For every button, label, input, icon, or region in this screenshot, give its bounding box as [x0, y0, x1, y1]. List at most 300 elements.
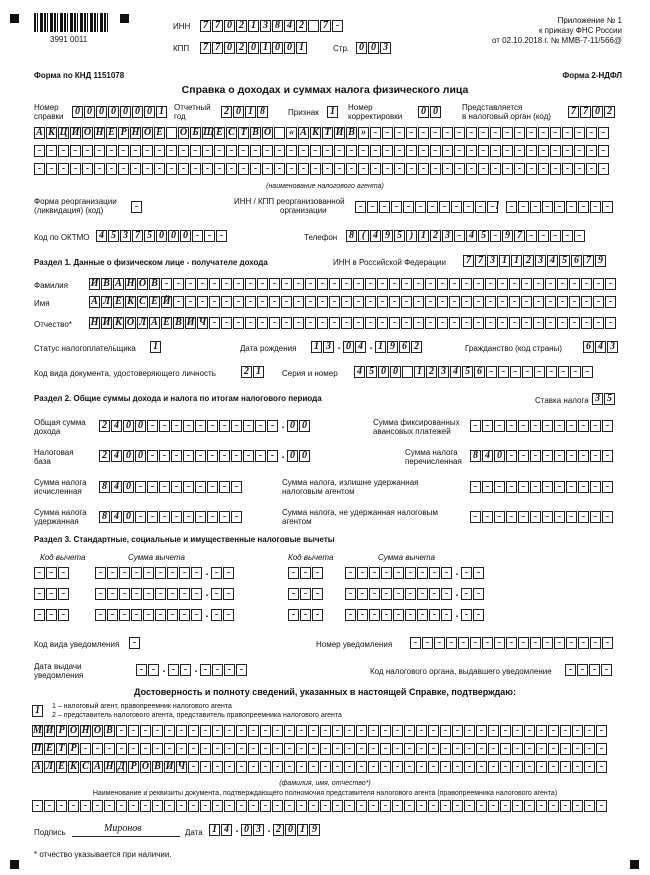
form-cell[interactable]: - [596, 761, 607, 773]
form-cell[interactable]: - [381, 609, 392, 621]
form-cell[interactable]: - [406, 145, 417, 157]
form-cell[interactable]: Д [116, 761, 127, 773]
form-cell[interactable]: - [430, 163, 441, 175]
form-cell[interactable]: - [518, 201, 529, 213]
form-cell[interactable]: - [188, 743, 199, 755]
form-cell[interactable]: - [415, 201, 426, 213]
form-cell[interactable]: - [365, 317, 376, 329]
form-cell[interactable]: 3 [607, 341, 618, 353]
form-cell[interactable]: - [548, 743, 559, 755]
form-cell[interactable]: 5 [394, 230, 405, 242]
form-cell[interactable]: - [428, 743, 439, 755]
form-cell[interactable]: - [475, 201, 486, 213]
form-cell[interactable]: - [32, 800, 43, 812]
form-cell[interactable]: 0 [224, 20, 235, 32]
form-cell[interactable]: - [236, 800, 247, 812]
form-cell[interactable]: Р [128, 761, 139, 773]
form-cell[interactable]: И [45, 725, 54, 736]
form-cell[interactable]: - [392, 761, 403, 773]
form-cell[interactable]: - [357, 609, 368, 621]
form-cell[interactable]: - [416, 800, 427, 812]
form-cell[interactable]: - [425, 296, 436, 308]
form-cell[interactable]: - [530, 637, 541, 649]
form-cell[interactable]: Е [113, 296, 124, 308]
form-cell[interactable]: - [106, 163, 117, 175]
form-cell[interactable]: ( [358, 230, 369, 242]
form-cell[interactable] [402, 366, 413, 378]
form-cell[interactable]: 0 [390, 366, 401, 378]
form-cell[interactable]: - [417, 588, 428, 600]
form-cell[interactable]: - [118, 163, 129, 175]
form-cell[interactable]: - [461, 567, 472, 579]
form-cell[interactable]: - [131, 588, 142, 600]
form-cell[interactable]: - [257, 296, 268, 308]
form-cell[interactable]: - [590, 201, 601, 213]
form-cell[interactable] [274, 127, 285, 139]
form-cell[interactable]: 4 [547, 255, 558, 267]
form-cell[interactable]: - [80, 800, 91, 812]
form-cell[interactable]: 4 [111, 481, 122, 493]
form-cell[interactable]: Б [190, 127, 201, 139]
form-cell[interactable]: - [562, 230, 573, 242]
form-cell[interactable]: 2 [426, 366, 437, 378]
form-cell[interactable]: - [308, 743, 319, 755]
form-cell[interactable]: 5 [462, 366, 473, 378]
form-cell[interactable]: - [416, 743, 427, 755]
form-cell[interactable]: - [497, 317, 508, 329]
form-cell[interactable]: - [500, 743, 511, 755]
form-cell[interactable]: - [506, 637, 517, 649]
form-cell[interactable]: - [262, 145, 273, 157]
form-cell[interactable]: 9 [309, 824, 320, 836]
form-cell[interactable]: 0 [120, 106, 131, 118]
form-cell[interactable]: - [581, 317, 592, 329]
form-cell[interactable]: - [245, 317, 256, 329]
form-cell[interactable]: - [179, 567, 190, 579]
form-cell[interactable]: - [272, 743, 283, 755]
form-cell[interactable]: - [478, 145, 489, 157]
form-cell[interactable]: - [212, 761, 223, 773]
form-cell[interactable]: - [231, 450, 242, 462]
form-cell[interactable]: - [140, 743, 151, 755]
form-cell[interactable]: Т [322, 127, 333, 139]
form-cell[interactable]: 4 [284, 20, 295, 32]
form-cell[interactable]: - [542, 481, 553, 493]
form-cell[interactable]: - [200, 743, 211, 755]
form-cell[interactable]: 3 [120, 230, 131, 242]
form-cell[interactable]: - [231, 481, 242, 493]
form-cell[interactable]: - [569, 317, 580, 329]
form-cell[interactable]: - [452, 725, 463, 737]
form-cell[interactable]: 7 [568, 106, 579, 118]
form-cell[interactable]: - [428, 800, 439, 812]
form-cell[interactable]: 7 [580, 106, 591, 118]
form-cell[interactable]: - [207, 420, 218, 432]
form-cell[interactable]: - [367, 201, 378, 213]
form-cell[interactable]: - [272, 800, 283, 812]
form-cell[interactable]: - [197, 296, 208, 308]
form-cell[interactable]: - [524, 743, 535, 755]
form-cell[interactable]: - [590, 637, 601, 649]
form-cell[interactable]: - [248, 725, 259, 737]
form-cell[interactable]: - [566, 201, 577, 213]
form-cell[interactable]: А [34, 127, 45, 139]
form-cell[interactable]: - [173, 278, 184, 290]
form-cell[interactable]: - [485, 317, 496, 329]
form-cell[interactable]: - [380, 743, 391, 755]
form-cell[interactable]: - [369, 567, 380, 579]
form-cell[interactable]: - [530, 511, 541, 523]
form-cell[interactable]: - [305, 296, 316, 308]
form-cell[interactable]: - [570, 366, 581, 378]
form-cell[interactable]: - [406, 127, 417, 139]
form-cell[interactable]: 6 [474, 366, 485, 378]
form-cell[interactable]: - [332, 800, 343, 812]
form-cell[interactable]: - [509, 317, 520, 329]
form-cell[interactable]: - [476, 743, 487, 755]
form-cell[interactable]: - [171, 420, 182, 432]
form-cell[interactable]: Й [162, 296, 171, 307]
form-cell[interactable]: - [44, 800, 55, 812]
form-cell[interactable]: - [243, 450, 254, 462]
form-cell[interactable]: - [216, 230, 227, 242]
form-cell[interactable]: - [494, 637, 505, 649]
form-cell[interactable]: 0 [241, 824, 252, 836]
form-cell[interactable]: О [141, 761, 150, 772]
form-cell[interactable]: - [211, 588, 222, 600]
form-cell[interactable]: Р [68, 743, 79, 755]
form-cell[interactable]: - [200, 761, 211, 773]
form-cell[interactable]: - [159, 420, 170, 432]
form-cell[interactable]: Р [118, 127, 129, 139]
form-cell[interactable]: - [416, 725, 427, 737]
form-cell[interactable]: - [219, 511, 230, 523]
form-cell[interactable]: - [562, 127, 573, 139]
form-cell[interactable]: - [183, 511, 194, 523]
form-cell[interactable]: - [405, 588, 416, 600]
form-cell[interactable]: - [536, 800, 547, 812]
form-cell[interactable]: - [473, 567, 484, 579]
form-cell[interactable]: - [601, 664, 612, 676]
form-cell[interactable]: - [596, 725, 607, 737]
form-cell[interactable]: - [332, 761, 343, 773]
form-cell[interactable]: - [429, 609, 440, 621]
form-cell[interactable]: - [119, 567, 130, 579]
form-cell[interactable]: - [550, 163, 561, 175]
form-cell[interactable]: - [514, 145, 525, 157]
form-cell[interactable]: - [176, 725, 187, 737]
form-cell[interactable]: - [582, 366, 593, 378]
form-cell[interactable]: - [178, 145, 189, 157]
form-cell[interactable]: - [345, 588, 356, 600]
form-cell[interactable]: - [202, 163, 213, 175]
form-cell[interactable]: - [382, 145, 393, 157]
form-cell[interactable]: » [358, 127, 369, 139]
form-cell[interactable]: - [391, 201, 402, 213]
form-cell[interactable]: - [200, 664, 211, 676]
form-cell[interactable]: - [219, 420, 230, 432]
form-cell[interactable]: - [434, 637, 445, 649]
form-cell[interactable]: - [166, 163, 177, 175]
form-cell[interactable]: - [422, 637, 433, 649]
form-cell[interactable]: - [548, 800, 559, 812]
form-cell[interactable]: - [449, 296, 460, 308]
form-cell[interactable]: 1 [414, 366, 425, 378]
form-cell[interactable]: - [538, 163, 549, 175]
form-cell[interactable]: - [392, 800, 403, 812]
form-cell[interactable]: - [317, 296, 328, 308]
form-cell[interactable]: О [138, 278, 147, 289]
form-cell[interactable]: - [58, 163, 69, 175]
form-cell[interactable]: В [173, 317, 184, 329]
form-cell[interactable]: - [440, 800, 451, 812]
form-cell[interactable]: - [560, 761, 571, 773]
form-cell[interactable]: - [332, 725, 343, 737]
form-cell[interactable]: - [82, 163, 93, 175]
form-cell[interactable]: - [119, 609, 130, 621]
form-cell[interactable]: - [526, 163, 537, 175]
form-cell[interactable]: - [135, 511, 146, 523]
form-cell[interactable]: - [191, 567, 202, 579]
form-cell[interactable]: - [542, 637, 553, 649]
form-cell[interactable]: - [257, 278, 268, 290]
form-cell[interactable]: - [464, 800, 475, 812]
form-cell[interactable]: 1 [296, 42, 307, 54]
form-cell[interactable]: - [581, 278, 592, 290]
form-cell[interactable]: - [128, 800, 139, 812]
form-cell[interactable]: Е [44, 743, 55, 755]
form-cell[interactable]: - [577, 664, 588, 676]
form-cell[interactable]: - [341, 317, 352, 329]
form-cell[interactable]: - [238, 145, 249, 157]
form-cell[interactable]: - [526, 230, 537, 242]
form-cell[interactable]: 0 [272, 42, 283, 54]
form-cell[interactable]: 0 [287, 420, 298, 432]
form-cell[interactable]: - [202, 145, 213, 157]
form-cell[interactable]: - [190, 145, 201, 157]
form-cell[interactable]: 0 [343, 341, 354, 353]
form-cell[interactable]: 5 [366, 366, 377, 378]
form-cell[interactable]: 2 [99, 420, 110, 432]
form-cell[interactable]: - [368, 800, 379, 812]
form-cell[interactable]: И [165, 761, 174, 772]
form-cell[interactable]: - [260, 761, 271, 773]
form-cell[interactable]: - [574, 127, 585, 139]
form-cell[interactable]: - [572, 743, 583, 755]
form-cell[interactable]: 7 [200, 42, 211, 54]
form-cell[interactable]: С [226, 127, 237, 139]
form-cell[interactable]: - [461, 609, 472, 621]
form-cell[interactable]: 1 [156, 106, 167, 118]
form-cell[interactable]: Н [95, 127, 104, 138]
form-cell[interactable]: - [140, 800, 151, 812]
form-cell[interactable]: 4 [370, 230, 381, 242]
form-cell[interactable]: - [557, 278, 568, 290]
form-cell[interactable]: - [498, 366, 509, 378]
form-cell[interactable]: - [514, 163, 525, 175]
form-cell[interactable]: - [437, 278, 448, 290]
form-cell[interactable]: Ч [198, 317, 207, 328]
form-cell[interactable]: 0 [132, 106, 143, 118]
form-cell[interactable]: - [461, 317, 472, 329]
form-cell[interactable]: - [346, 145, 357, 157]
form-cell[interactable]: - [260, 800, 271, 812]
form-cell[interactable]: - [116, 725, 127, 737]
form-cell[interactable]: - [192, 230, 203, 242]
form-cell[interactable]: А [89, 296, 100, 308]
form-cell[interactable]: - [46, 609, 57, 621]
form-cell[interactable]: - [221, 296, 232, 308]
form-cell[interactable]: - [473, 588, 484, 600]
form-cell[interactable]: - [320, 743, 331, 755]
form-cell[interactable]: - [512, 725, 523, 737]
form-cell[interactable]: - [58, 567, 69, 579]
form-cell[interactable]: - [405, 567, 416, 579]
form-cell[interactable]: - [281, 296, 292, 308]
form-cell[interactable]: - [147, 450, 158, 462]
form-cell[interactable]: - [159, 450, 170, 462]
form-cell[interactable]: - [233, 278, 244, 290]
form-cell[interactable]: - [605, 317, 616, 329]
form-cell[interactable]: 6 [399, 341, 410, 353]
form-cell[interactable]: - [58, 145, 69, 157]
form-cell[interactable]: - [538, 230, 549, 242]
form-cell[interactable]: - [427, 201, 438, 213]
form-cell[interactable]: - [329, 278, 340, 290]
form-cell[interactable]: - [417, 609, 428, 621]
form-cell[interactable]: 4 [355, 341, 366, 353]
form-cell[interactable]: - [550, 127, 561, 139]
form-cell[interactable]: - [533, 296, 544, 308]
form-cell[interactable]: 4 [482, 450, 493, 462]
form-cell[interactable]: - [274, 163, 285, 175]
form-cell[interactable]: - [578, 420, 589, 432]
form-cell[interactable]: - [380, 725, 391, 737]
form-cell[interactable]: - [267, 450, 278, 462]
form-cell[interactable]: 2 [411, 341, 422, 353]
form-cell[interactable]: И [71, 127, 80, 138]
form-cell[interactable]: 4 [466, 230, 477, 242]
form-cell[interactable]: - [344, 743, 355, 755]
form-cell[interactable]: - [596, 743, 607, 755]
form-cell[interactable]: Л [101, 296, 112, 308]
form-cell[interactable]: - [34, 145, 45, 157]
form-cell[interactable]: - [353, 278, 364, 290]
form-cell[interactable]: - [464, 725, 475, 737]
form-cell[interactable]: И [102, 317, 111, 328]
form-cell[interactable]: Е [106, 127, 117, 139]
form-cell[interactable]: О [143, 127, 152, 138]
form-cell[interactable]: - [171, 481, 182, 493]
form-cell[interactable]: - [464, 743, 475, 755]
form-cell[interactable]: - [506, 420, 517, 432]
form-cell[interactable]: - [404, 725, 415, 737]
form-cell[interactable]: О [69, 725, 78, 736]
form-cell[interactable]: - [212, 800, 223, 812]
form-cell[interactable]: - [286, 163, 297, 175]
form-cell[interactable]: - [231, 511, 242, 523]
form-cell[interactable]: 1 [32, 705, 43, 717]
form-cell[interactable]: - [389, 278, 400, 290]
form-cell[interactable]: - [308, 800, 319, 812]
form-cell[interactable]: 1 [327, 106, 338, 118]
form-cell[interactable]: - [506, 511, 517, 523]
form-cell[interactable]: - [209, 317, 220, 329]
form-cell[interactable]: - [92, 743, 103, 755]
form-cell[interactable]: - [518, 481, 529, 493]
form-cell[interactable]: - [410, 637, 421, 649]
form-cell[interactable]: - [470, 420, 481, 432]
form-cell[interactable]: - [490, 145, 501, 157]
form-cell[interactable]: - [530, 420, 541, 432]
form-cell[interactable]: - [94, 145, 105, 157]
form-cell[interactable]: - [312, 588, 323, 600]
form-cell[interactable]: - [128, 725, 139, 737]
form-cell[interactable]: - [476, 800, 487, 812]
form-cell[interactable]: - [548, 725, 559, 737]
form-cell[interactable]: 0 [108, 106, 119, 118]
form-cell[interactable]: - [494, 420, 505, 432]
form-cell[interactable]: - [554, 450, 565, 462]
form-cell[interactable]: - [452, 800, 463, 812]
form-cell[interactable]: - [590, 481, 601, 493]
form-cell[interactable]: - [167, 588, 178, 600]
form-cell[interactable]: 2 [236, 20, 247, 32]
form-cell[interactable]: А [149, 317, 160, 329]
form-cell[interactable]: - [602, 637, 613, 649]
form-cell[interactable]: - [356, 800, 367, 812]
form-cell[interactable]: - [140, 725, 151, 737]
form-cell[interactable]: - [190, 163, 201, 175]
form-cell[interactable]: - [219, 481, 230, 493]
form-cell[interactable]: - [312, 609, 323, 621]
form-cell[interactable]: 4 [111, 450, 122, 462]
form-cell[interactable]: - [401, 317, 412, 329]
form-cell[interactable]: - [440, 743, 451, 755]
form-cell[interactable]: - [454, 163, 465, 175]
form-cell[interactable]: - [441, 609, 452, 621]
form-cell[interactable]: 5 [559, 255, 570, 267]
form-cell[interactable]: - [365, 296, 376, 308]
form-cell[interactable]: - [226, 145, 237, 157]
form-cell[interactable]: - [107, 567, 118, 579]
form-cell[interactable]: Е [149, 296, 160, 308]
form-cell[interactable]: - [514, 127, 525, 139]
form-cell[interactable]: - [107, 588, 118, 600]
form-cell[interactable]: - [164, 725, 175, 737]
form-cell[interactable]: Ч [177, 761, 186, 772]
form-cell[interactable]: - [233, 317, 244, 329]
form-cell[interactable]: 8 [470, 450, 481, 462]
form-cell[interactable]: - [183, 420, 194, 432]
form-cell[interactable]: - [442, 163, 453, 175]
form-cell[interactable]: - [449, 317, 460, 329]
form-cell[interactable]: - [95, 609, 106, 621]
form-cell[interactable]: - [589, 664, 600, 676]
form-cell[interactable]: 5 [478, 230, 489, 242]
form-cell[interactable]: - [522, 366, 533, 378]
form-cell[interactable]: - [554, 481, 565, 493]
form-cell[interactable]: - [464, 761, 475, 773]
form-cell[interactable]: - [341, 296, 352, 308]
form-cell[interactable]: - [58, 609, 69, 621]
form-cell[interactable]: - [429, 588, 440, 600]
form-cell[interactable]: - [128, 743, 139, 755]
form-cell[interactable]: - [310, 145, 321, 157]
form-cell[interactable]: - [191, 609, 202, 621]
form-cell[interactable]: - [155, 567, 166, 579]
form-cell[interactable]: - [593, 278, 604, 290]
